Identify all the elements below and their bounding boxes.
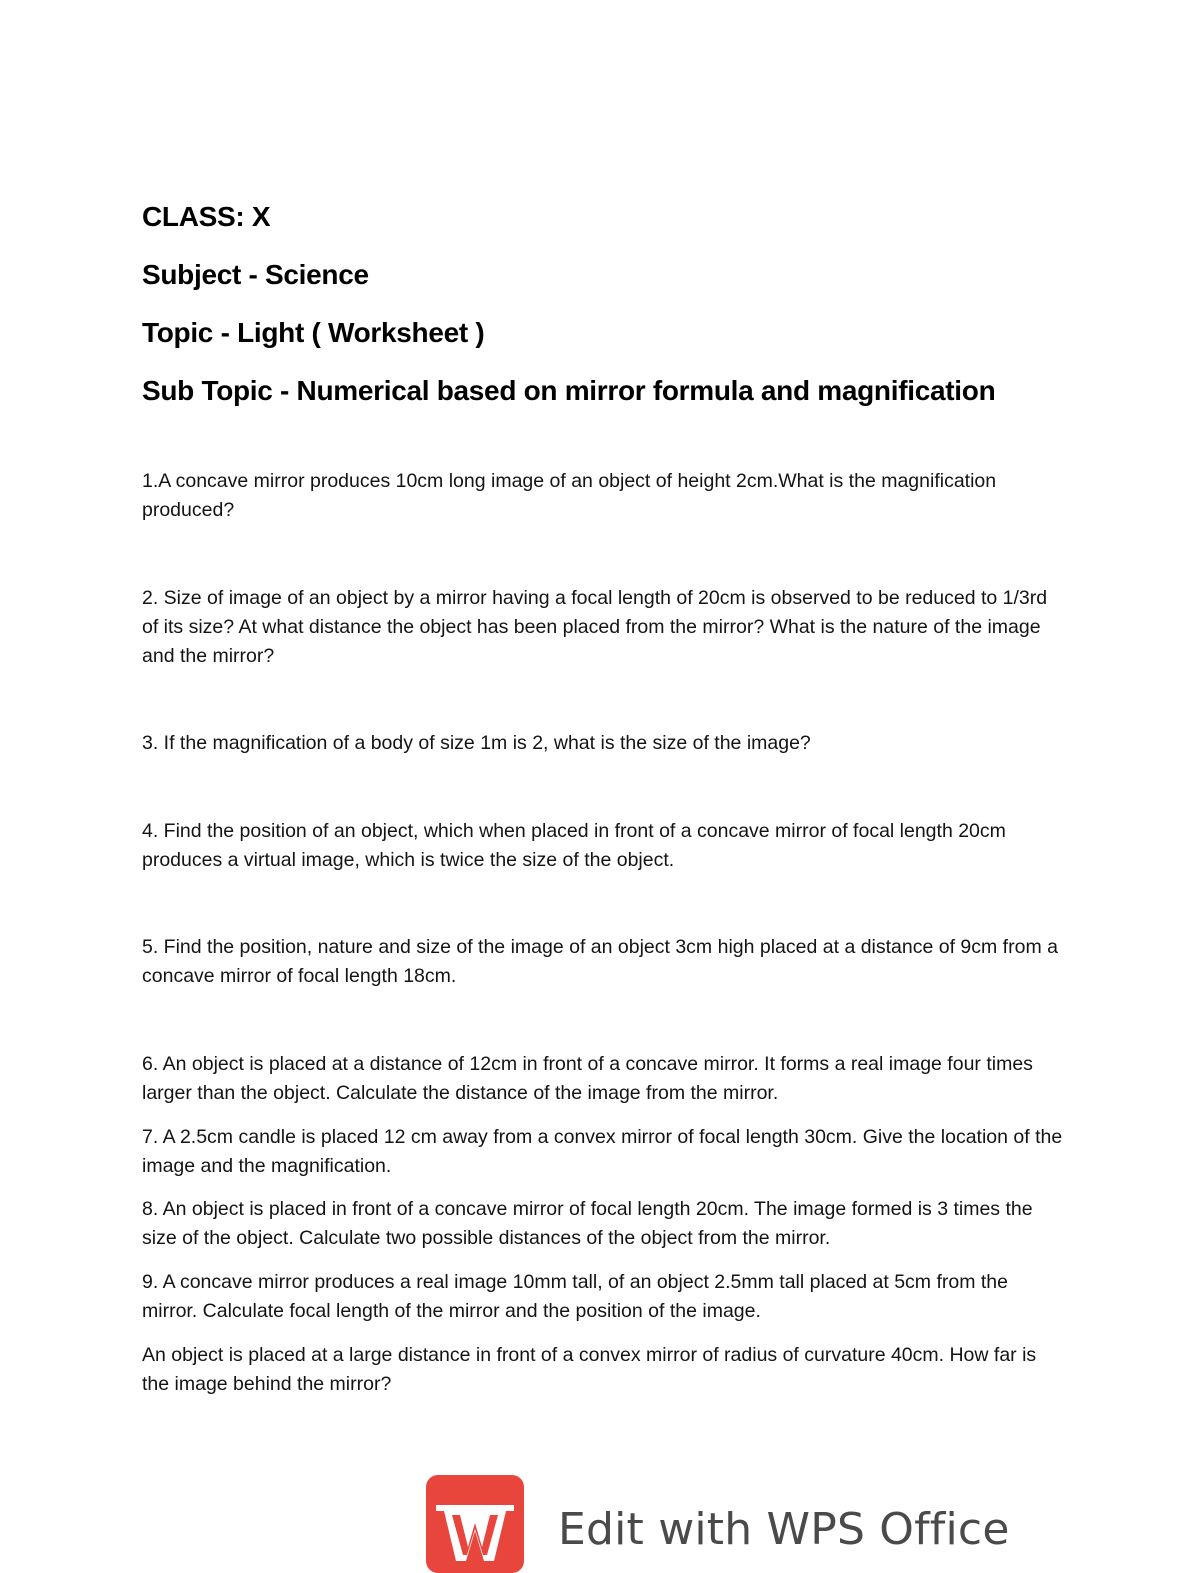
subject-heading: Subject - Science [142, 259, 369, 290]
wps-watermark-text[interactable]: Edit with WPS Office [558, 1504, 1010, 1555]
question-8: 8. An object is placed in front of a concave mirror of focal length 20cm. The image formed is 3 times the size of the object. Calculate two possible distances of the object from the mirror. [142, 1198, 1033, 1249]
question-2: 2. Size of image of an object by a mirror having a focal length of 20cm is observed to be reduced to 1/3rd of its size? At what distance the object has been placed from the mirror? What is the nature of the image and the mirror? [142, 587, 1048, 667]
question-1: 1.A concave mirror produces 10cm long image of an object of height 2cm.What is the magnification produced? [142, 470, 997, 521]
question-6: 6. An object is placed at a distance of 12cm in front of a concave mirror. It forms a real image four times larger than the object. Calculate the distance of the image from the mirror. [142, 1053, 1033, 1104]
wps-w-mark [426, 1475, 524, 1573]
question-5: 5. Find the position, nature and size of the image of an object 3cm high placed at a distance of 9cm from a concave mirror of focal length 18cm. [142, 936, 1058, 987]
topic-heading: Topic - Light ( Worksheet ) [142, 317, 485, 348]
worksheet-header [142, 196, 1062, 412]
subtopic-heading: Sub Topic - Numerical based on mirror formula and magnification [142, 375, 996, 406]
wps-office-logo-icon [426, 1475, 524, 1573]
question-4: 4. Find the position of an object, which when placed in front of a concave mirror of focal length 20cm produces a virtual image, which is twice the size of the object. [142, 820, 1006, 871]
question-10: An object is placed at a large distance in front of a convex mirror of radius of curvature 40cm. How far is the image behind the mirror? [142, 1344, 1037, 1395]
question-3: 3. If the magnification of a body of size 1m is 2, what is the size of the image? [142, 732, 811, 754]
class-heading: CLASS: X [142, 201, 271, 232]
question-9: 9. A concave mirror produces a real image 10mm tall, of an object 2.5mm tall placed at 5cm from the mirror. Calculate focal length of the mirror and the position of the image. [142, 1271, 1008, 1322]
question-7: 7. A 2.5cm candle is placed 12 cm away from a convex mirror of focal length 30cm. Give the location of the image and the magnification. [142, 1126, 1063, 1177]
